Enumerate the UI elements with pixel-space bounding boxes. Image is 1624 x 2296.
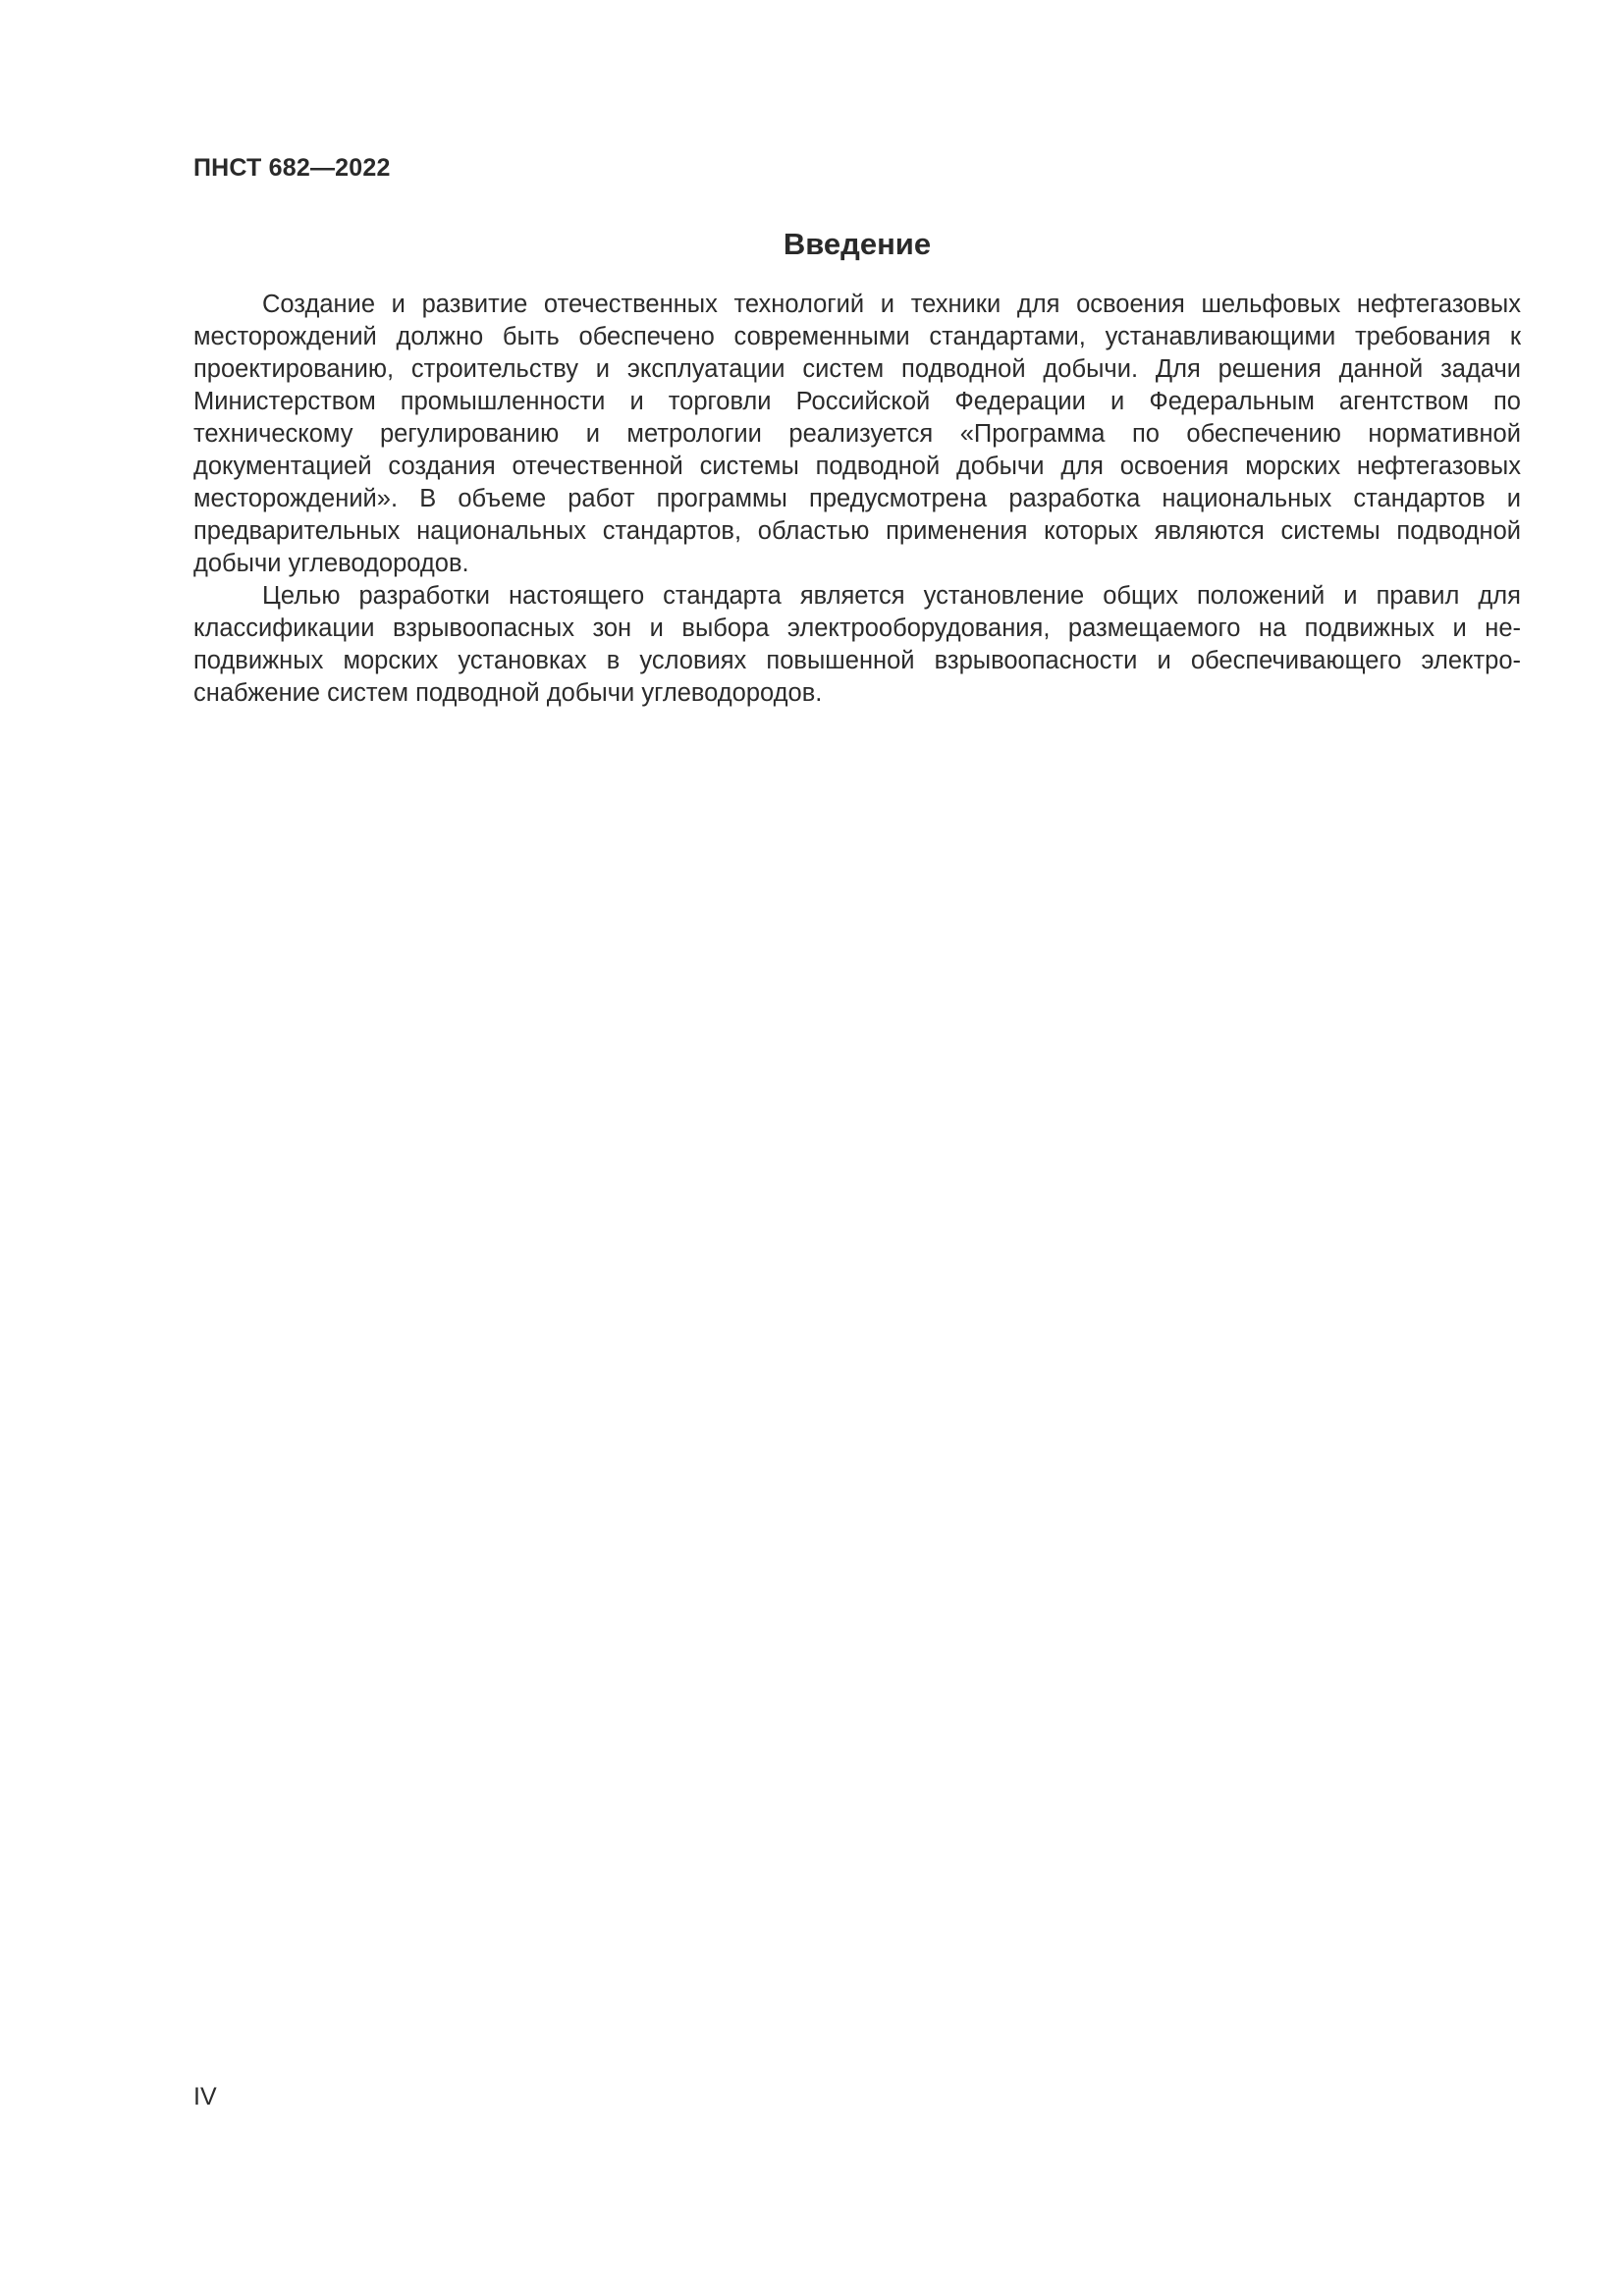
paragraph: Целью разработки настоящего стандарта является установление общих положений и правил для классификации взрывоопасных зон и выбора электрооборудования, размещаемого на подвижных и неподвижных морских установках в условиях повышенной взрывоопасности и обеспечивающего электроснабжение систем подводной добычи углеводородов. <box>193 582 1521 707</box>
page-number: IV <box>193 2083 217 2110</box>
section-title: Введение <box>783 227 932 261</box>
paragraph: Создание и развитие отечественных технологий и техники для освоения шельфовых нефтегазовых месторождений должно быть обеспечено современными стандартами, устанавливающими требования к проектированию, строительству и эксплуатации систем подводной добычи. Для решения данной задачи Министерством промышленности и торговли Российской Федерации и Федеральным агентством по техническому регулированию и метрологии реализуется «Программа по обеспечению нормативной документацией создания отечественной системы подводной добычи для освоения морских нефтегазовых месторождений». В объеме работ программы предусмотрена разработка национальных стандартов и предварительных национальных стандартов, областью применения которых являются системы подводной добычи углеводородов. <box>193 291 1521 577</box>
section-body <box>193 289 1521 710</box>
document-code: ПНСТ 682—2022 <box>193 154 391 182</box>
